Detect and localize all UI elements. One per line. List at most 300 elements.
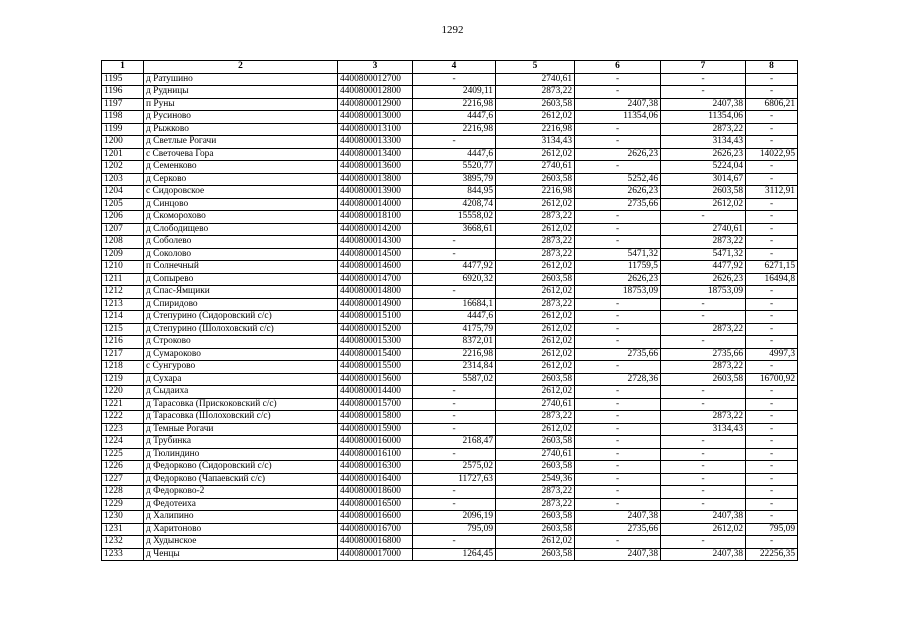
table-cell-col1: 1215 [102, 323, 144, 336]
table-cell-col8: 4997,3 [746, 348, 798, 361]
table-cell-col6: - [575, 211, 661, 224]
table-cell-col6: 11759,5 [575, 261, 661, 274]
table-cell-col1: 1199 [102, 123, 144, 136]
table-cell-col6: - [575, 161, 661, 174]
table-row [102, 473, 798, 486]
table-cell-col2: д Сухара [144, 373, 338, 386]
table-cell-col5: 2603,58 [496, 98, 575, 111]
table-cell-col3: 4400800013900 [338, 186, 413, 199]
table-cell-col7: - [661, 73, 746, 86]
table-cell-col8: - [746, 248, 798, 261]
table-cell-col1: 1209 [102, 248, 144, 261]
table-cell-col8: 22256,35 [746, 548, 798, 561]
table-cell-col7: - [661, 436, 746, 449]
table-row [102, 498, 798, 511]
table-cell-col4: 4447,6 [413, 311, 496, 324]
table-cell-col4: 3668,61 [413, 223, 496, 236]
table-cell-col5: 2612,02 [496, 536, 575, 549]
table-row [102, 211, 798, 224]
table-cell-col4: 15558,02 [413, 211, 496, 224]
table-cell-col4: 2575,02 [413, 461, 496, 474]
table-cell-col1: 1195 [102, 73, 144, 86]
table-row [102, 548, 798, 561]
table-cell-col8: - [746, 136, 798, 149]
table-cell-col5: 2612,02 [496, 198, 575, 211]
table-cell-col4: 5587,02 [413, 373, 496, 386]
table-cell-col3: 4400800016500 [338, 498, 413, 511]
table-cell-col1: 1220 [102, 386, 144, 399]
table-cell-col2: п Руны [144, 98, 338, 111]
column-header-5: 5 [496, 61, 575, 74]
table-cell-col3: 4400800015300 [338, 336, 413, 349]
table-cell-col2: д Тарасовка (Шолоховский с/с) [144, 411, 338, 424]
table-row [102, 198, 798, 211]
table-row [102, 123, 798, 136]
table-cell-col2: д Рыжково [144, 123, 338, 136]
table-row [102, 361, 798, 374]
table-body [102, 73, 798, 561]
table-cell-col3: 4400800014500 [338, 248, 413, 261]
table-cell-col2: д Спас-Ямщики [144, 286, 338, 299]
table-cell-col3: 4400800014600 [338, 261, 413, 274]
table-cell-col5: 2612,02 [496, 323, 575, 336]
table-cell-col5: 2612,02 [496, 423, 575, 436]
table-cell-col1: 1227 [102, 473, 144, 486]
table-cell-col8: - [746, 311, 798, 324]
table-cell-col6: 5252,46 [575, 173, 661, 186]
table-cell-col6: - [575, 123, 661, 136]
table-cell-col2: д Тюлиндино [144, 448, 338, 461]
table-cell-col7: 2626,23 [661, 148, 746, 161]
table-row [102, 523, 798, 536]
table-cell-col6: 2626,23 [575, 148, 661, 161]
table-cell-col4: 8372,01 [413, 336, 496, 349]
table-cell-col6: - [575, 386, 661, 399]
table-cell-col7: 3014,67 [661, 173, 746, 186]
table-cell-col6: - [575, 298, 661, 311]
table-cell-col8: - [746, 361, 798, 374]
table-cell-col7: 2873,22 [661, 323, 746, 336]
table-cell-col7: 11354,06 [661, 111, 746, 124]
table-cell-col8: 6271,15 [746, 261, 798, 274]
table-row [102, 273, 798, 286]
table-header-row [102, 61, 798, 74]
table-row [102, 261, 798, 274]
table-cell-col6: 2735,66 [575, 348, 661, 361]
table-cell-col5: 2873,22 [496, 236, 575, 249]
table-cell-col7: 4477,92 [661, 261, 746, 274]
table-cell-col1: 1218 [102, 361, 144, 374]
table-cell-col5: 2612,02 [496, 261, 575, 274]
table-cell-col7: 2612,02 [661, 523, 746, 536]
table-cell-col8: - [746, 511, 798, 524]
table-cell-col8: - [746, 536, 798, 549]
table-cell-col2: д Степурино (Сидоровский с/с) [144, 311, 338, 324]
table-cell-col4: 2168,47 [413, 436, 496, 449]
table-cell-col8: - [746, 286, 798, 299]
table-row [102, 161, 798, 174]
table-cell-col3: 4400800014000 [338, 198, 413, 211]
table-cell-col5: 2603,58 [496, 511, 575, 524]
column-header-1: 1 [102, 61, 144, 74]
table-row [102, 73, 798, 86]
table-cell-col5: 2603,58 [496, 273, 575, 286]
table-cell-col4: - [413, 423, 496, 436]
table-cell-col5: 2740,61 [496, 448, 575, 461]
table-cell-col6: - [575, 473, 661, 486]
table-cell-col4: - [413, 286, 496, 299]
table-cell-col5: 2873,22 [496, 248, 575, 261]
table-cell-col8: 3112,91 [746, 186, 798, 199]
table-cell-col4: - [413, 486, 496, 499]
table-cell-col5: 2612,02 [496, 223, 575, 236]
table-cell-col5: 3134,43 [496, 136, 575, 149]
column-header-6: 6 [575, 61, 661, 74]
table-cell-col8: - [746, 86, 798, 99]
table-cell-col2: д Темные Рогачи [144, 423, 338, 436]
table-cell-col2: д Худынское [144, 536, 338, 549]
table-cell-col4: 2216,98 [413, 98, 496, 111]
table-cell-col7: 2407,38 [661, 98, 746, 111]
table-cell-col7: - [661, 498, 746, 511]
table-cell-col1: 1231 [102, 523, 144, 536]
table-cell-col5: 2740,61 [496, 161, 575, 174]
table-cell-col4: 795,09 [413, 523, 496, 536]
table-cell-col2: д Слободищево [144, 223, 338, 236]
table-row [102, 186, 798, 199]
table-row [102, 436, 798, 449]
table-cell-col7: - [661, 461, 746, 474]
table-cell-col1: 1204 [102, 186, 144, 199]
table-cell-col2: д Федорково-2 [144, 486, 338, 499]
table-cell-col5: 2873,22 [496, 86, 575, 99]
table-cell-col1: 1205 [102, 198, 144, 211]
table-cell-col1: 1213 [102, 298, 144, 311]
table-cell-col6: - [575, 361, 661, 374]
table-cell-col4: 4447,6 [413, 148, 496, 161]
table-cell-col4: 6920,32 [413, 273, 496, 286]
table-cell-col3: 4400800016300 [338, 461, 413, 474]
column-header-7: 7 [661, 61, 746, 74]
table-cell-col6: - [575, 448, 661, 461]
table-cell-col6: 2407,38 [575, 98, 661, 111]
table-cell-col4: 11727,63 [413, 473, 496, 486]
table-cell-col1: 1217 [102, 348, 144, 361]
table-cell-col3: 4400800014900 [338, 298, 413, 311]
table-cell-col5: 2612,02 [496, 386, 575, 399]
table-cell-col7: 2873,22 [661, 411, 746, 424]
table-cell-col7: 2603,58 [661, 373, 746, 386]
table-cell-col8: - [746, 411, 798, 424]
table-cell-col1: 1208 [102, 236, 144, 249]
table-cell-col6: - [575, 323, 661, 336]
table-cell-col7: - [661, 211, 746, 224]
table-cell-col2: д Федорково (Чапаевский с/с) [144, 473, 338, 486]
table-cell-col7: - [661, 398, 746, 411]
table-cell-col8: - [746, 486, 798, 499]
table-cell-col8: - [746, 336, 798, 349]
table-cell-col2: д Сумароково [144, 348, 338, 361]
table-cell-col2: д Степурино (Шолоховский с/с) [144, 323, 338, 336]
table-cell-col1: 1207 [102, 223, 144, 236]
table-cell-col2: п Солнечный [144, 261, 338, 274]
table-cell-col5: 2603,58 [496, 461, 575, 474]
table-cell-col6: - [575, 136, 661, 149]
table-cell-col5: 2549,36 [496, 473, 575, 486]
table-cell-col7: 18753,09 [661, 286, 746, 299]
table-cell-col8: - [746, 423, 798, 436]
table-cell-col4: 2314,84 [413, 361, 496, 374]
table-cell-col4: 3895,79 [413, 173, 496, 186]
table-cell-col7: 2735,66 [661, 348, 746, 361]
table-cell-col6: - [575, 236, 661, 249]
table-cell-col6: 2626,23 [575, 273, 661, 286]
table-cell-col6: 18753,09 [575, 286, 661, 299]
table-row [102, 536, 798, 549]
table-cell-col2: д Трубинка [144, 436, 338, 449]
table-cell-col1: 1214 [102, 311, 144, 324]
table-cell-col5: 2612,02 [496, 336, 575, 349]
table-cell-col3: 4400800015700 [338, 398, 413, 411]
table-cell-col1: 1225 [102, 448, 144, 461]
table-cell-col2: д Тарасовка (Прискоковский с/с) [144, 398, 338, 411]
table-cell-col2: д Строково [144, 336, 338, 349]
table-cell-col7: 2873,22 [661, 236, 746, 249]
table-cell-col2: д Сопырево [144, 273, 338, 286]
table-cell-col2: д Скоморохово [144, 211, 338, 224]
table-cell-col3: 4400800014800 [338, 286, 413, 299]
table-cell-col8: - [746, 123, 798, 136]
table-cell-col1: 1212 [102, 286, 144, 299]
table-cell-col2: д Федорково (Сидоровский с/с) [144, 461, 338, 474]
table-cell-col4: - [413, 73, 496, 86]
table-cell-col7: - [661, 336, 746, 349]
table-cell-col4: 1264,45 [413, 548, 496, 561]
table-cell-col3: 4400800012800 [338, 86, 413, 99]
table-cell-col6: - [575, 73, 661, 86]
table-cell-col8: - [746, 236, 798, 249]
table-cell-col7: 5471,32 [661, 248, 746, 261]
page-number: 1292 [441, 24, 464, 36]
table-cell-col6: 2735,66 [575, 523, 661, 536]
table-cell-col6: 5471,32 [575, 248, 661, 261]
table-cell-col1: 1232 [102, 536, 144, 549]
table-row [102, 311, 798, 324]
table-cell-col5: 2740,61 [496, 398, 575, 411]
table-cell-col3: 4400800016400 [338, 473, 413, 486]
table-cell-col8: - [746, 111, 798, 124]
table-cell-col7: 2407,38 [661, 548, 746, 561]
table-row [102, 448, 798, 461]
table-row [102, 398, 798, 411]
table-cell-col4: 4208,74 [413, 198, 496, 211]
table-cell-col2: д Ченцы [144, 548, 338, 561]
table-row [102, 373, 798, 386]
table-cell-col2: д Спиридово [144, 298, 338, 311]
table-cell-col3: 4400800012900 [338, 98, 413, 111]
table-cell-col6: - [575, 311, 661, 324]
table-cell-col8: 14022,95 [746, 148, 798, 161]
table-cell-col3: 4400800015400 [338, 348, 413, 361]
table-cell-col8: 6806,21 [746, 98, 798, 111]
table-cell-col2: д Серково [144, 173, 338, 186]
table-cell-col5: 2740,61 [496, 73, 575, 86]
table-row [102, 336, 798, 349]
table-cell-col6: - [575, 423, 661, 436]
table-cell-col1: 1211 [102, 273, 144, 286]
table-cell-col8: - [746, 173, 798, 186]
table-cell-col4: 2216,98 [413, 348, 496, 361]
table-cell-col5: 2603,58 [496, 173, 575, 186]
table-cell-col3: 4400800015500 [338, 361, 413, 374]
table-cell-col5: 2873,22 [496, 298, 575, 311]
table-cell-col8: - [746, 161, 798, 174]
table-cell-col1: 1219 [102, 373, 144, 386]
table-cell-col5: 2603,58 [496, 523, 575, 536]
table-cell-col1: 1222 [102, 411, 144, 424]
table-cell-col7: - [661, 448, 746, 461]
table-cell-col1: 1233 [102, 548, 144, 561]
table-cell-col7: 2407,38 [661, 511, 746, 524]
table-cell-col6: - [575, 86, 661, 99]
table-cell-col3: 4400800018600 [338, 486, 413, 499]
table-cell-col1: 1200 [102, 136, 144, 149]
table-cell-col1: 1226 [102, 461, 144, 474]
table-cell-col2: д Федотеиха [144, 498, 338, 511]
table-cell-col6: - [575, 536, 661, 549]
table-row [102, 461, 798, 474]
table-cell-col6: - [575, 436, 661, 449]
table-cell-col5: 2603,58 [496, 436, 575, 449]
table-cell-col7: 2603,58 [661, 186, 746, 199]
table-cell-col7: 2740,61 [661, 223, 746, 236]
table-cell-col7: 2612,02 [661, 198, 746, 211]
table-cell-col1: 1221 [102, 398, 144, 411]
table-cell-col3: 4400800015600 [338, 373, 413, 386]
table-cell-col2: д Рудницы [144, 86, 338, 99]
table-cell-col3: 4400800017000 [338, 548, 413, 561]
table-cell-col4: - [413, 386, 496, 399]
column-header-2: 2 [144, 61, 338, 74]
table-cell-col3: 4400800015800 [338, 411, 413, 424]
table-cell-col5: 2216,98 [496, 186, 575, 199]
table-cell-col2: д Халипино [144, 511, 338, 524]
table-cell-col4: 2216,98 [413, 123, 496, 136]
table-cell-col6: 2735,66 [575, 198, 661, 211]
table-cell-col3: 4400800015100 [338, 311, 413, 324]
table-cell-col3: 4400800014400 [338, 386, 413, 399]
table-cell-col1: 1223 [102, 423, 144, 436]
table-cell-col6: - [575, 411, 661, 424]
table-cell-col2: д Семенково [144, 161, 338, 174]
table-cell-col7: - [661, 86, 746, 99]
table-cell-col2: д Светлые Рогачи [144, 136, 338, 149]
table-cell-col6: 11354,06 [575, 111, 661, 124]
table-cell-col5: 2873,22 [496, 411, 575, 424]
table-cell-col8: - [746, 436, 798, 449]
table-cell-col6: - [575, 498, 661, 511]
table-cell-col5: 2873,22 [496, 211, 575, 224]
table-cell-col8: - [746, 73, 798, 86]
table-cell-col3: 4400800013600 [338, 161, 413, 174]
table-cell-col2: д Соколово [144, 248, 338, 261]
table-cell-col3: 4400800013100 [338, 123, 413, 136]
table-row [102, 511, 798, 524]
table-cell-col3: 4400800015900 [338, 423, 413, 436]
table-cell-col1: 1229 [102, 498, 144, 511]
table-cell-col1: 1196 [102, 86, 144, 99]
table-cell-col4: 5520,77 [413, 161, 496, 174]
table-cell-col3: 4400800016000 [338, 436, 413, 449]
table-row [102, 136, 798, 149]
table-cell-col8: - [746, 198, 798, 211]
table-cell-col2: д Русиново [144, 111, 338, 124]
table-cell-col7: 3134,43 [661, 136, 746, 149]
table-cell-col6: - [575, 486, 661, 499]
table-cell-col6: - [575, 398, 661, 411]
column-header-4: 4 [413, 61, 496, 74]
table-cell-col5: 2612,02 [496, 361, 575, 374]
table-cell-col6: 2626,23 [575, 186, 661, 199]
table-cell-col7: 2626,23 [661, 273, 746, 286]
table-row [102, 111, 798, 124]
table-cell-col8: - [746, 398, 798, 411]
table-row [102, 236, 798, 249]
column-header-8: 8 [746, 61, 798, 74]
table-cell-col4: 4175,79 [413, 323, 496, 336]
table-cell-col8: - [746, 298, 798, 311]
table-cell-col8: - [746, 498, 798, 511]
table-cell-col3: 4400800014200 [338, 223, 413, 236]
table-cell-col5: 2612,02 [496, 311, 575, 324]
table-cell-col4: 2409,11 [413, 86, 496, 99]
table-cell-col2: д Соболево [144, 236, 338, 249]
table-cell-col8: 16494,8 [746, 273, 798, 286]
table-cell-col8: - [746, 223, 798, 236]
table-cell-col5: 2612,02 [496, 286, 575, 299]
table-cell-col1: 1228 [102, 486, 144, 499]
table-cell-col5: 2873,22 [496, 498, 575, 511]
table-cell-col3: 4400800014300 [338, 236, 413, 249]
table-cell-col5: 2603,58 [496, 548, 575, 561]
table-cell-col7: 2873,22 [661, 123, 746, 136]
table-cell-col7: - [661, 473, 746, 486]
table-cell-col3: 4400800013300 [338, 136, 413, 149]
table-cell-col1: 1201 [102, 148, 144, 161]
table-row [102, 323, 798, 336]
table-cell-col3: 4400800013800 [338, 173, 413, 186]
table-cell-col4: 16684,1 [413, 298, 496, 311]
table-cell-col8: 795,09 [746, 523, 798, 536]
table-cell-col4: - [413, 136, 496, 149]
table-cell-col5: 2603,58 [496, 373, 575, 386]
table-row [102, 386, 798, 399]
table-cell-col8: - [746, 386, 798, 399]
table-cell-col2: д Харитоново [144, 523, 338, 536]
table-cell-col1: 1224 [102, 436, 144, 449]
table-row [102, 286, 798, 299]
table-cell-col5: 2612,02 [496, 148, 575, 161]
table-cell-col4: - [413, 498, 496, 511]
table-cell-col4: - [413, 248, 496, 261]
table-cell-col1: 1216 [102, 336, 144, 349]
table-cell-col3: 4400800016700 [338, 523, 413, 536]
table-cell-col4: 2096,19 [413, 511, 496, 524]
table-cell-col1: 1197 [102, 98, 144, 111]
table-cell-col5: 2216,98 [496, 123, 575, 136]
table-cell-col1: 1198 [102, 111, 144, 124]
table-row [102, 486, 798, 499]
